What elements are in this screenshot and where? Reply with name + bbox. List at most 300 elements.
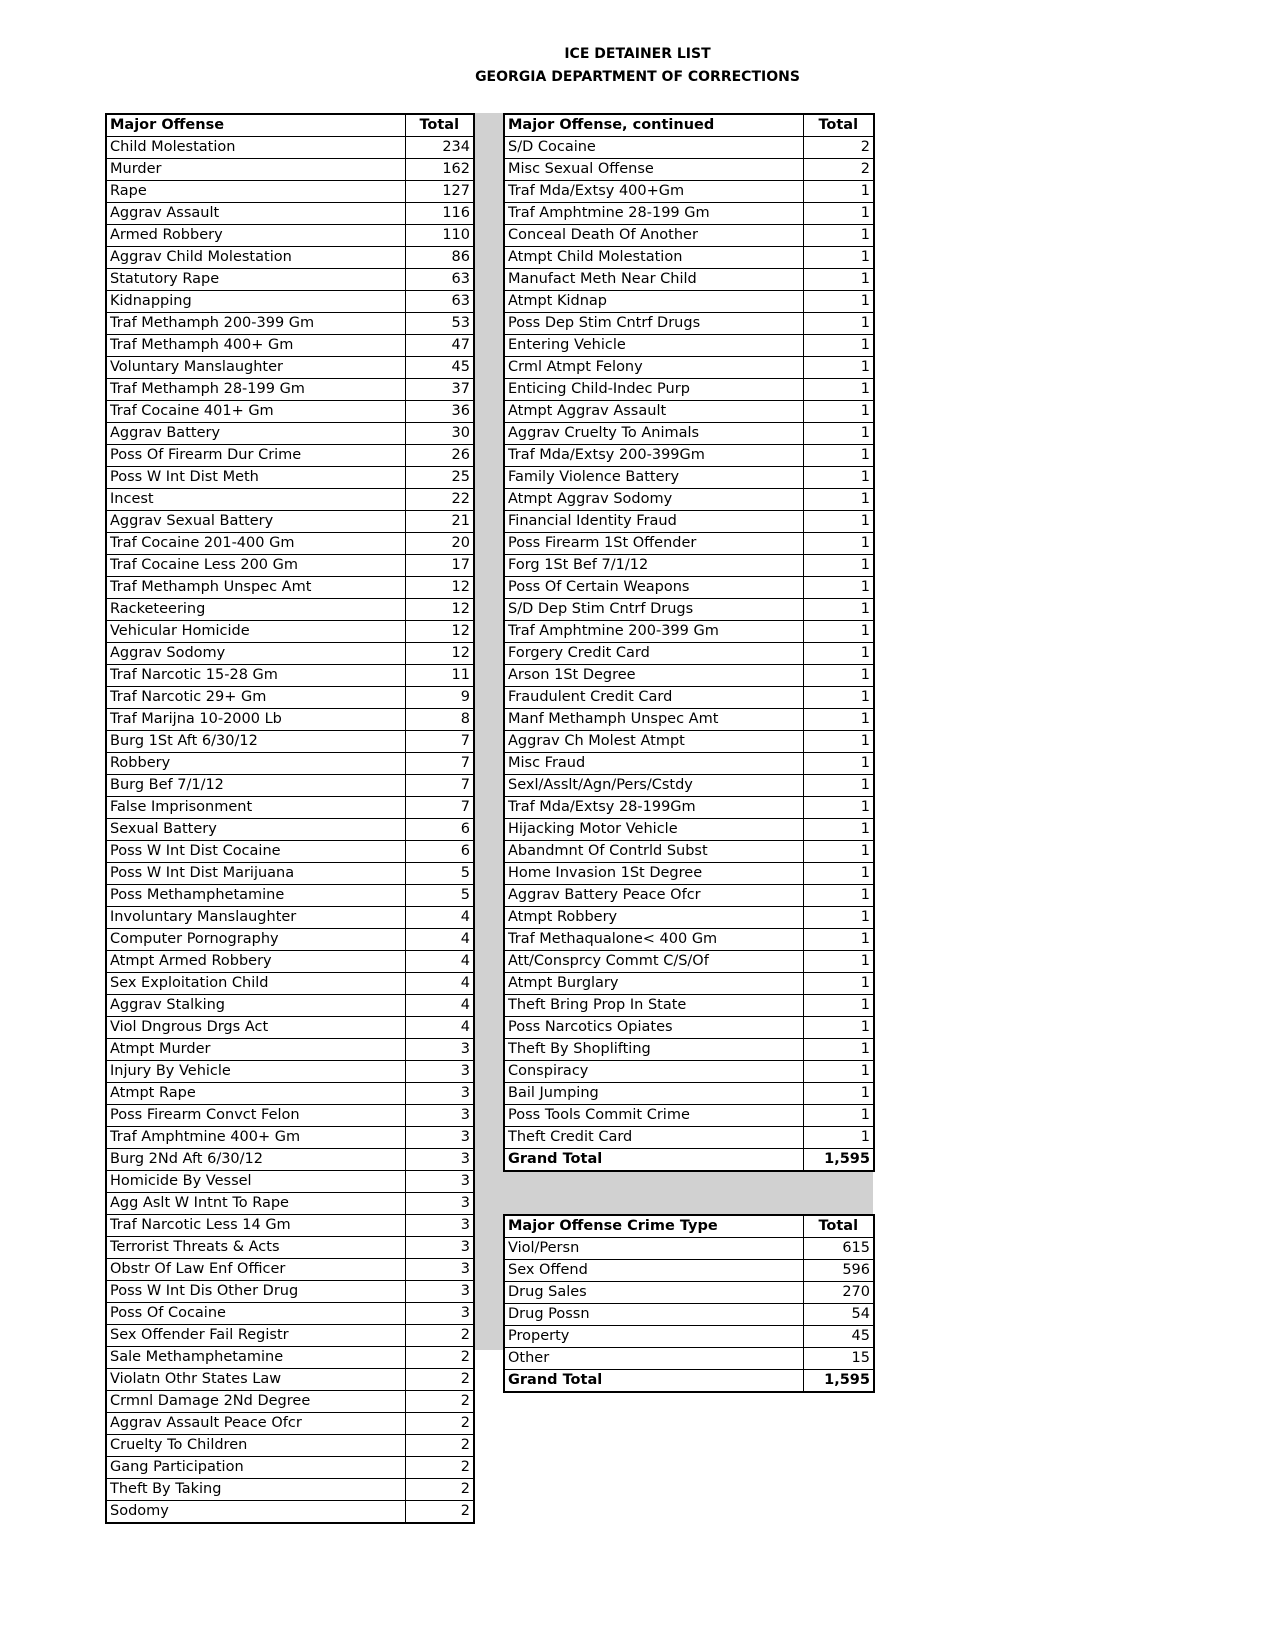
table-row (106, 951, 474, 973)
table-row (504, 137, 874, 159)
offense-total-cell: 1 (803, 1127, 874, 1149)
offense-name-cell: Misc Fraud (504, 753, 803, 775)
offense-total-cell: 1 (803, 555, 874, 577)
offense-total-cell: 1 (803, 379, 874, 401)
offense-name-cell: Sexual Battery (106, 819, 405, 841)
crime-type-table (503, 1214, 875, 1393)
offense-total-cell: 4 (405, 973, 474, 995)
offense-name-cell: Poss Narcotics Opiates (504, 1017, 803, 1039)
offense-name-cell: Atmpt Armed Robbery (106, 951, 405, 973)
table-row (504, 1260, 874, 1282)
offense-name-cell: Fraudulent Credit Card (504, 687, 803, 709)
offense-total-cell: 1 (803, 775, 874, 797)
offense-name-cell: Enticing Child-Indec Purp (504, 379, 803, 401)
offense-name-cell: Poss Firearm Convct Felon (106, 1105, 405, 1127)
offense-total-cell: 127 (405, 181, 474, 203)
offense-name-cell: Aggrav Cruelty To Animals (504, 423, 803, 445)
table-row (504, 489, 874, 511)
offense-total-cell: 1 (803, 643, 874, 665)
offense-total-cell: 1 (803, 687, 874, 709)
offense-name-cell: Traf Narcotic Less 14 Gm (106, 1215, 405, 1237)
table-row (504, 445, 874, 467)
table-row (106, 599, 474, 621)
table-row (504, 357, 874, 379)
table-row (504, 159, 874, 181)
offense-name-cell: Traf Mda/Extsy 200-399Gm (504, 445, 803, 467)
table-row (106, 1237, 474, 1259)
offense-total-cell: 5 (405, 863, 474, 885)
offense-total-cell: 110 (405, 225, 474, 247)
table-row (504, 269, 874, 291)
offense-name-cell: Armed Robbery (106, 225, 405, 247)
offense-name-cell: Burg Bef 7/1/12 (106, 775, 405, 797)
table-row (106, 137, 474, 159)
offense-total-cell: 1 (803, 203, 874, 225)
offense-name-cell: Aggrav Assault (106, 203, 405, 225)
table-row (504, 929, 874, 951)
table-row (504, 863, 874, 885)
table-row (504, 1238, 874, 1260)
offense-total-cell: 3 (405, 1127, 474, 1149)
table-row (504, 907, 874, 929)
offense-total-cell: 3 (405, 1193, 474, 1215)
offense-total-cell: 1 (803, 797, 874, 819)
table-row (106, 1259, 474, 1281)
offense-total-cell: 4 (405, 951, 474, 973)
offense-total-cell: 3 (405, 1237, 474, 1259)
offense-name-cell: Home Invasion 1St Degree (504, 863, 803, 885)
table-row (106, 1457, 474, 1479)
table-row (106, 401, 474, 423)
table-row (106, 489, 474, 511)
table-row (504, 1127, 874, 1149)
offense-name-cell: Hijacking Motor Vehicle (504, 819, 803, 841)
table-row (504, 1348, 874, 1370)
table-row (106, 841, 474, 863)
table-row (504, 995, 874, 1017)
table-row (504, 731, 874, 753)
offense-total-cell: 7 (405, 731, 474, 753)
offense-total-cell: 1 (803, 709, 874, 731)
offense-name-cell: Violatn Othr States Law (106, 1369, 405, 1391)
offense-name-cell: Theft Credit Card (504, 1127, 803, 1149)
table-row (504, 819, 874, 841)
column-header-total: Total (803, 114, 874, 137)
offense-total-cell: 2 (405, 1347, 474, 1369)
grand-total-label: Grand Total (504, 1149, 803, 1172)
offense-name-cell: Atmpt Rape (106, 1083, 405, 1105)
offense-name-cell: Poss Dep Stim Cntrf Drugs (504, 313, 803, 335)
column-header-offense: Major Offense (106, 114, 405, 137)
offense-total-cell: 7 (405, 797, 474, 819)
offense-name-cell: Crml Atmpt Felony (504, 357, 803, 379)
table-row (106, 555, 474, 577)
offense-name-cell: False Imprisonment (106, 797, 405, 819)
offense-name-cell: Poss Of Certain Weapons (504, 577, 803, 599)
table-row (504, 841, 874, 863)
table-row (106, 533, 474, 555)
table-row (504, 247, 874, 269)
table-row (106, 1083, 474, 1105)
offense-name-cell: Aggrav Ch Molest Atmpt (504, 731, 803, 753)
offense-total-cell: 596 (803, 1260, 874, 1282)
offense-total-cell: 4 (405, 995, 474, 1017)
table-row (106, 1039, 474, 1061)
column-header-total: Total (803, 1215, 874, 1238)
offense-name-cell: Atmpt Aggrav Sodomy (504, 489, 803, 511)
offense-name-cell: Racketeering (106, 599, 405, 621)
table-row (106, 753, 474, 775)
offense-name-cell: Burg 2Nd Aft 6/30/12 (106, 1149, 405, 1171)
grand-total-row (504, 1370, 874, 1393)
table-row (504, 1083, 874, 1105)
offense-total-cell: 3 (405, 1039, 474, 1061)
offense-total-cell: 20 (405, 533, 474, 555)
offense-total-cell: 63 (405, 291, 474, 313)
offense-total-cell: 2 (405, 1325, 474, 1347)
table-row (106, 1017, 474, 1039)
grand-total-row (504, 1149, 874, 1172)
offense-name-cell: Voluntary Manslaughter (106, 357, 405, 379)
table-row (504, 1017, 874, 1039)
table-row (106, 665, 474, 687)
offense-total-cell: 1 (803, 973, 874, 995)
offense-total-cell: 2 (405, 1479, 474, 1501)
table-row (504, 1105, 874, 1127)
offense-name-cell: Aggrav Stalking (106, 995, 405, 1017)
offense-total-cell: 6 (405, 819, 474, 841)
column-header-total: Total (405, 114, 474, 137)
offense-name-cell: Forgery Credit Card (504, 643, 803, 665)
offense-total-cell: 45 (405, 357, 474, 379)
offense-total-cell: 234 (405, 137, 474, 159)
offense-name-cell: Burg 1St Aft 6/30/12 (106, 731, 405, 753)
table-row (106, 643, 474, 665)
offense-name-cell: Aggrav Sodomy (106, 643, 405, 665)
table-row (106, 159, 474, 181)
offense-name-cell: Theft By Shoplifting (504, 1039, 803, 1061)
offense-total-cell: 3 (405, 1083, 474, 1105)
offense-total-cell: 3 (405, 1171, 474, 1193)
offense-total-cell: 1 (803, 1061, 874, 1083)
offense-name-cell: Agg Aslt W Intnt To Rape (106, 1193, 405, 1215)
offense-total-cell: 1 (803, 225, 874, 247)
offense-total-cell: 162 (405, 159, 474, 181)
offense-total-cell: 1 (803, 401, 874, 423)
offense-name-cell: Drug Possn (504, 1304, 803, 1326)
offense-name-cell: Att/Consprcy Commt C/S/Of (504, 951, 803, 973)
offense-total-cell: 1 (803, 533, 874, 555)
offense-name-cell: Atmpt Aggrav Assault (504, 401, 803, 423)
table-row (106, 885, 474, 907)
offense-total-cell: 22 (405, 489, 474, 511)
offense-total-cell: 1 (803, 291, 874, 313)
offense-name-cell: Conceal Death Of Another (504, 225, 803, 247)
table-row (106, 1435, 474, 1457)
offense-total-cell: 3 (405, 1259, 474, 1281)
table-row (106, 577, 474, 599)
table-row (106, 1149, 474, 1171)
offense-total-cell: 37 (405, 379, 474, 401)
offense-total-cell: 6 (405, 841, 474, 863)
offense-name-cell: Traf Narcotic 15-28 Gm (106, 665, 405, 687)
offense-total-cell: 63 (405, 269, 474, 291)
grand-total-value: 1,595 (803, 1149, 874, 1172)
table-row (504, 753, 874, 775)
offense-total-cell: 1 (803, 951, 874, 973)
offense-total-cell: 1 (803, 335, 874, 357)
major-offense-continued-table (503, 113, 875, 1172)
table-header-row (106, 114, 474, 137)
table-row (504, 203, 874, 225)
table-row (106, 1303, 474, 1325)
offense-name-cell: Atmpt Child Molestation (504, 247, 803, 269)
offense-total-cell: 54 (803, 1304, 874, 1326)
offense-total-cell: 1 (803, 1105, 874, 1127)
table-row (106, 863, 474, 885)
offense-total-cell: 3 (405, 1281, 474, 1303)
offense-name-cell: Computer Pornography (106, 929, 405, 951)
offense-total-cell: 12 (405, 643, 474, 665)
table-row (504, 973, 874, 995)
offense-name-cell: Aggrav Sexual Battery (106, 511, 405, 533)
offense-name-cell: Traf Cocaine 201-400 Gm (106, 533, 405, 555)
table-row (106, 1501, 474, 1524)
offense-name-cell: Traf Marijna 10-2000 Lb (106, 709, 405, 731)
offense-total-cell: 30 (405, 423, 474, 445)
offense-total-cell: 1 (803, 1039, 874, 1061)
offense-name-cell: Traf Methamph 200-399 Gm (106, 313, 405, 335)
major-offense-table (105, 113, 475, 1524)
grand-total-value: 1,595 (803, 1370, 874, 1393)
offense-total-cell: 21 (405, 511, 474, 533)
offense-name-cell: Aggrav Assault Peace Ofcr (106, 1413, 405, 1435)
table-row (504, 1326, 874, 1348)
offense-total-cell: 3 (405, 1061, 474, 1083)
offense-name-cell: Injury By Vehicle (106, 1061, 405, 1083)
offense-total-cell: 1 (803, 467, 874, 489)
table-row (106, 973, 474, 995)
table-row (106, 907, 474, 929)
table-row (504, 467, 874, 489)
table-row (106, 511, 474, 533)
offense-total-cell: 1 (803, 929, 874, 951)
offense-total-cell: 1 (803, 841, 874, 863)
offense-total-cell: 1 (803, 995, 874, 1017)
offense-name-cell: Traf Methamph Unspec Amt (106, 577, 405, 599)
offense-name-cell: Traf Cocaine 401+ Gm (106, 401, 405, 423)
offense-name-cell: Viol/Persn (504, 1238, 803, 1260)
offense-name-cell: Manufact Meth Near Child (504, 269, 803, 291)
offense-name-cell: Gang Participation (106, 1457, 405, 1479)
table-row (106, 1413, 474, 1435)
offense-name-cell: Theft By Taking (106, 1479, 405, 1501)
table-row (106, 357, 474, 379)
offense-total-cell: 15 (803, 1348, 874, 1370)
page-title: ICE DETAINER LIST (564, 46, 711, 62)
table-row (504, 643, 874, 665)
table-row (106, 203, 474, 225)
table-row (504, 1282, 874, 1304)
table-row (504, 1304, 874, 1326)
offense-name-cell: Atmpt Kidnap (504, 291, 803, 313)
offense-total-cell: 1 (803, 885, 874, 907)
table-row (504, 951, 874, 973)
offense-name-cell: Vehicular Homicide (106, 621, 405, 643)
table-row (106, 621, 474, 643)
table-row (106, 731, 474, 753)
table-row (504, 1039, 874, 1061)
table-row (504, 885, 874, 907)
offense-total-cell: 12 (405, 599, 474, 621)
table-row (504, 577, 874, 599)
offense-total-cell: 1 (803, 445, 874, 467)
table-row (504, 511, 874, 533)
offense-name-cell: Atmpt Murder (106, 1039, 405, 1061)
table-row (504, 797, 874, 819)
table-row (504, 225, 874, 247)
table-row (106, 1105, 474, 1127)
offense-name-cell: Property (504, 1326, 803, 1348)
offense-total-cell: 2 (803, 159, 874, 181)
offense-name-cell: Drug Sales (504, 1282, 803, 1304)
table-row (106, 929, 474, 951)
table-row (504, 533, 874, 555)
table-row (504, 401, 874, 423)
offense-name-cell: Traf Methamph 400+ Gm (106, 335, 405, 357)
offense-name-cell: Sex Offender Fail Registr (106, 1325, 405, 1347)
offense-total-cell: 47 (405, 335, 474, 357)
table-row (106, 1369, 474, 1391)
offense-name-cell: Traf Methaqualone< 400 Gm (504, 929, 803, 951)
offense-name-cell: Incest (106, 489, 405, 511)
offense-total-cell: 8 (405, 709, 474, 731)
offense-total-cell: 7 (405, 753, 474, 775)
offense-total-cell: 2 (803, 137, 874, 159)
offense-name-cell: Theft Bring Prop In State (504, 995, 803, 1017)
offense-total-cell: 12 (405, 621, 474, 643)
offense-name-cell: Obstr Of Law Enf Officer (106, 1259, 405, 1281)
offense-total-cell: 1 (803, 313, 874, 335)
offense-name-cell: Child Molestation (106, 137, 405, 159)
offense-total-cell: 2 (405, 1435, 474, 1457)
table-row (106, 819, 474, 841)
offense-total-cell: 3 (405, 1215, 474, 1237)
offense-total-cell: 2 (405, 1457, 474, 1479)
table-row (106, 1193, 474, 1215)
table-row (106, 1127, 474, 1149)
offense-name-cell: Statutory Rape (106, 269, 405, 291)
offense-total-cell: 25 (405, 467, 474, 489)
offense-name-cell: Conspiracy (504, 1061, 803, 1083)
offense-name-cell: S/D Cocaine (504, 137, 803, 159)
offense-total-cell: 270 (803, 1282, 874, 1304)
offense-name-cell: Poss W Int Dis Other Drug (106, 1281, 405, 1303)
offense-name-cell: Poss W Int Dist Meth (106, 467, 405, 489)
offense-total-cell: 4 (405, 1017, 474, 1039)
offense-total-cell: 4 (405, 907, 474, 929)
offense-name-cell: Poss Of Cocaine (106, 1303, 405, 1325)
offense-name-cell: Cruelty To Children (106, 1435, 405, 1457)
table-row (106, 269, 474, 291)
table-row (106, 995, 474, 1017)
offense-total-cell: 86 (405, 247, 474, 269)
offense-name-cell: Aggrav Child Molestation (106, 247, 405, 269)
offense-total-cell: 53 (405, 313, 474, 335)
table-row (504, 709, 874, 731)
page-subtitle: GEORGIA DEPARTMENT OF CORRECTIONS (475, 69, 800, 85)
offense-total-cell: 3 (405, 1105, 474, 1127)
table-row (106, 797, 474, 819)
table-row (504, 379, 874, 401)
offense-total-cell: 1 (803, 1083, 874, 1105)
table-row (504, 555, 874, 577)
table-header-row (504, 114, 874, 137)
offense-name-cell: Traf Methamph 28-199 Gm (106, 379, 405, 401)
table-row (106, 1325, 474, 1347)
offense-total-cell: 1 (803, 247, 874, 269)
table-row (504, 423, 874, 445)
table-row (504, 181, 874, 203)
offense-name-cell: Sexl/Asslt/Agn/Pers/Cstdy (504, 775, 803, 797)
offense-total-cell: 5 (405, 885, 474, 907)
table-row (106, 775, 474, 797)
table-row (106, 445, 474, 467)
offense-name-cell: Forg 1St Bef 7/1/12 (504, 555, 803, 577)
table-row (504, 335, 874, 357)
offense-total-cell: 1 (803, 181, 874, 203)
offense-total-cell: 1 (803, 907, 874, 929)
offense-total-cell: 1 (803, 1017, 874, 1039)
offense-total-cell: 1 (803, 269, 874, 291)
offense-name-cell: Entering Vehicle (504, 335, 803, 357)
offense-name-cell: Traf Mda/Extsy 400+Gm (504, 181, 803, 203)
offense-name-cell: Sale Methamphetamine (106, 1347, 405, 1369)
table-row (106, 291, 474, 313)
table-row (106, 1479, 474, 1501)
offense-name-cell: Viol Dngrous Drgs Act (106, 1017, 405, 1039)
offense-total-cell: 116 (405, 203, 474, 225)
offense-name-cell: Traf Cocaine Less 200 Gm (106, 555, 405, 577)
table-row (504, 775, 874, 797)
offense-total-cell: 9 (405, 687, 474, 709)
offense-name-cell: Poss Methamphetamine (106, 885, 405, 907)
offense-total-cell: 1 (803, 863, 874, 885)
offense-name-cell: S/D Dep Stim Cntrf Drugs (504, 599, 803, 621)
offense-name-cell: Atmpt Burglary (504, 973, 803, 995)
table-row (106, 225, 474, 247)
table-row (106, 467, 474, 489)
offense-total-cell: 36 (405, 401, 474, 423)
offense-name-cell: Traf Amphtmine 400+ Gm (106, 1127, 405, 1149)
offense-name-cell: Traf Amphtmine 28-199 Gm (504, 203, 803, 225)
table-row (504, 1061, 874, 1083)
table-row (106, 313, 474, 335)
offense-name-cell: Rape (106, 181, 405, 203)
offense-name-cell: Traf Narcotic 29+ Gm (106, 687, 405, 709)
offense-total-cell: 1 (803, 621, 874, 643)
offense-total-cell: 1 (803, 357, 874, 379)
offense-total-cell: 1 (803, 577, 874, 599)
offense-name-cell: Family Violence Battery (504, 467, 803, 489)
table-row (106, 1391, 474, 1413)
offense-name-cell: Sex Offend (504, 1260, 803, 1282)
table-row (106, 335, 474, 357)
offense-total-cell: 1 (803, 489, 874, 511)
offense-total-cell: 1 (803, 731, 874, 753)
offense-name-cell: Traf Amphtmine 200-399 Gm (504, 621, 803, 643)
table-row (106, 1215, 474, 1237)
